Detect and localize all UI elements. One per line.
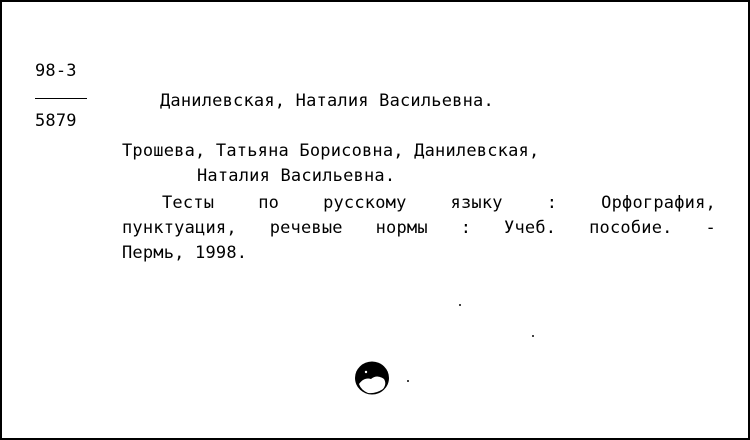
imprint: Пермь, 1998. xyxy=(122,243,248,263)
punch-hole-icon xyxy=(354,360,392,396)
speck xyxy=(407,380,409,382)
title-word: по xyxy=(258,193,280,213)
title-word: речевые xyxy=(269,218,343,238)
authors-line-1: Трошева, Татьяна Борисовна, Данилевская, xyxy=(122,141,540,161)
title-word: Орфография, xyxy=(601,193,716,213)
title-line-2 xyxy=(122,218,716,238)
title-word: : xyxy=(460,218,472,238)
title-word: : xyxy=(546,193,558,213)
title-word: Учеб. xyxy=(504,218,557,238)
title-word: языку xyxy=(450,193,503,213)
title-word: пунктуация, xyxy=(122,218,237,238)
speck xyxy=(459,304,461,306)
authors-line-2: Наталия Васильевна. xyxy=(197,166,396,186)
speck xyxy=(532,335,534,337)
call-number-divider xyxy=(35,98,87,99)
title-line-1 xyxy=(162,193,716,213)
call-number-top: 98-3 xyxy=(35,61,77,81)
title-word: - xyxy=(705,218,716,238)
title-word: пособие. xyxy=(589,218,673,238)
call-number-bottom: 5879 xyxy=(35,111,77,131)
title-word: русскому xyxy=(323,193,407,213)
title-word: нормы xyxy=(375,218,428,238)
title-word: Тесты xyxy=(162,193,215,213)
author-heading: Данилевская, Наталия Васильевна. xyxy=(160,91,494,111)
